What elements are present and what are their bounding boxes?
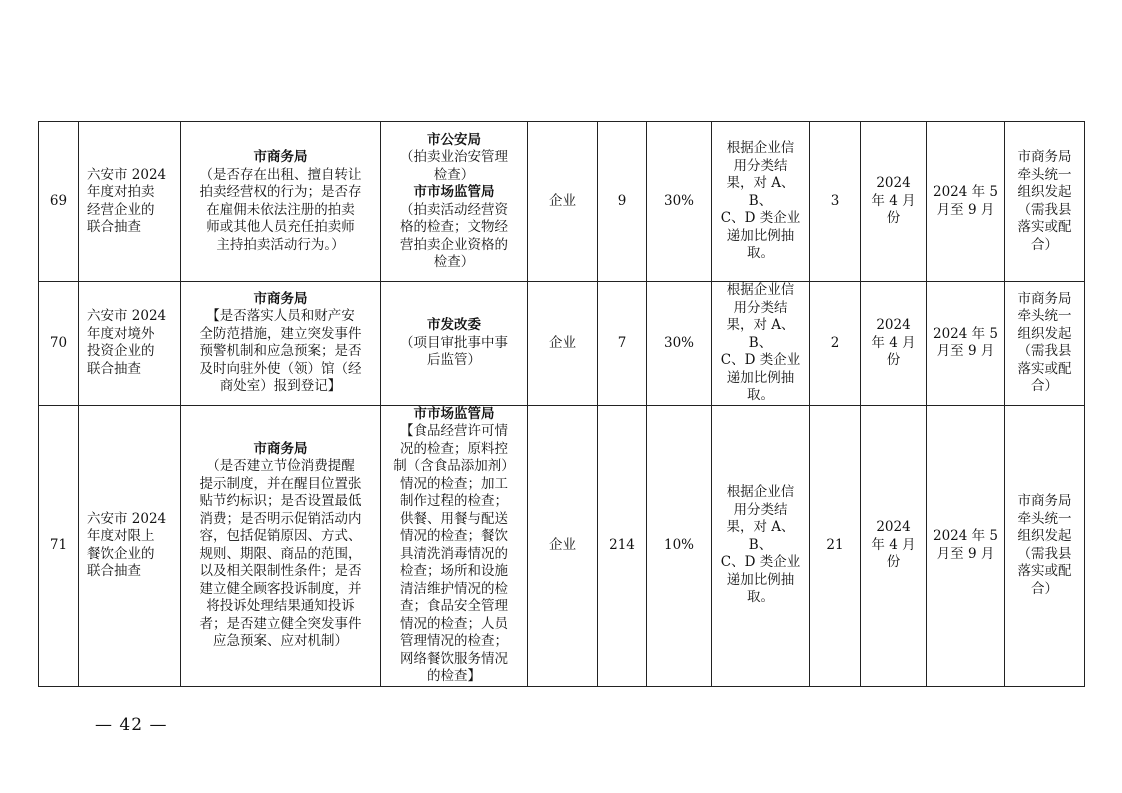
sampling-method: 根据企业信 用分类结 果，对 A、B、 C、D 类企业 递加比例抽 取。 xyxy=(712,405,810,686)
table-row xyxy=(39,122,1085,282)
row-number: 69 xyxy=(39,122,79,282)
task-name: 六安市 2024 年度对境外 投资企业的 联合抽查 xyxy=(79,282,181,406)
sampling-ratio: 30% xyxy=(647,122,712,282)
sampling-ratio: 30% xyxy=(647,282,712,406)
lead-department: 市商务局 （是否建立节俭消费提醒 提示制度，并在醒目位置张 贴节约标识；是否设置最低 消费；是否明示促销活动内 容，包括促销原因、方式、 规则、期限、商品的范围， 以及相关限制性条件；是否 建立健全顾客投诉制度，并 将投诉处理结果通知投诉 者；是否建立健全突发事件 应急预案、应对机制） xyxy=(181,405,381,686)
sample-count: 21 xyxy=(810,405,861,686)
task-name: 六安市 2024 年度对拍卖 经营企业的 联合抽查 xyxy=(79,122,181,282)
lead-title: 市商务局 xyxy=(253,149,308,165)
inspection-object: 企业 xyxy=(528,282,598,406)
partner-departments: 市市场监管局 【食品经营许可情 况的检查；原料控 制（含食品添加剂） 情况的检查；加工 制作过程的检查； 供餐、用餐与配送 情况的检查；餐饮 具清洗消毒情况的 检查；场所和设施 清洁维护情况的检 查；食品安全管理 情况的检查；人员 管理情况的检查； 网络餐饮服务情况 的检查】 xyxy=(381,405,528,686)
page-number: — 42 — xyxy=(95,715,168,735)
partner-title: 市公安局 xyxy=(427,131,481,148)
start-time: 2024 年 4 月 份 xyxy=(861,122,927,282)
sampling-method: 根据企业信 用分类结 果，对 A、B、 C、D 类企业 递加比例抽 取。 xyxy=(712,122,810,282)
task-name: 六安市 2024 年度对限上 餐饮企业的 联合抽查 xyxy=(79,405,181,686)
object-count: 214 xyxy=(598,405,647,686)
inspection-object: 企业 xyxy=(528,405,598,686)
lead-department: 市商务局 【是否落实人员和财产安 全防范措施，建立突发事件 预警机制和应急预案；是否 及时向驻外使（领）馆（经 商处室）报到登记】 xyxy=(181,282,381,406)
remarks: 市商务局 牵头统一 组织发起 （需我县 落实或配 合） xyxy=(1005,122,1085,282)
partner-title: 市市场监管局 xyxy=(413,184,495,200)
partner-title: 市发改委 xyxy=(427,317,481,333)
lead-title: 市商务局 xyxy=(253,290,308,307)
implementation-period: 2024 年 5 月至 9 月 xyxy=(927,405,1005,686)
sample-count: 2 xyxy=(810,282,861,406)
inspection-object: 企业 xyxy=(528,122,598,282)
row-number: 71 xyxy=(39,405,79,686)
lead-title: 市商务局 xyxy=(253,440,308,457)
table-row xyxy=(39,282,1085,406)
row-number: 70 xyxy=(39,282,79,406)
implementation-period: 2024 年 5 月至 9 月 xyxy=(927,122,1005,282)
lead-department: 市商务局 （是否存在出租、擅自转让 拍卖经营权的行为；是否存 在雇佣未依法注册的拍卖 师或其他人员充任拍卖师 主持拍卖活动行为。） xyxy=(181,122,381,282)
start-time: 2024 年 4 月 份 xyxy=(861,282,927,406)
sampling-method: 根据企业信 用分类结 果，对 A、B、 C、D 类企业 递加比例抽 取。 xyxy=(712,282,810,406)
remarks: 市商务局 牵头统一 组织发起 （需我县 落实或配 合） xyxy=(1005,405,1085,686)
sample-count: 3 xyxy=(810,122,861,282)
remarks: 市商务局 牵头统一 组织发起 （需我县 落实或配 合） xyxy=(1005,282,1085,406)
partner-departments: 市发改委 （项目审批事中事 后监管） xyxy=(381,282,528,406)
object-count: 7 xyxy=(598,282,647,406)
start-time: 2024 年 4 月 份 xyxy=(861,405,927,686)
table-row xyxy=(39,405,1085,686)
sampling-ratio: 10% xyxy=(647,405,712,686)
object-count: 9 xyxy=(598,122,647,282)
implementation-period: 2024 年 5 月至 9 月 xyxy=(927,282,1005,406)
partner-title: 市市场监管局 xyxy=(413,405,495,422)
inspection-plan-table xyxy=(38,121,1085,687)
partner-departments: 市公安局 （拍卖业治安管理 检查） 市市场监管局 （拍卖活动经营资 格的检查；文物经 营拍卖企业资格的 检查） xyxy=(381,122,528,282)
